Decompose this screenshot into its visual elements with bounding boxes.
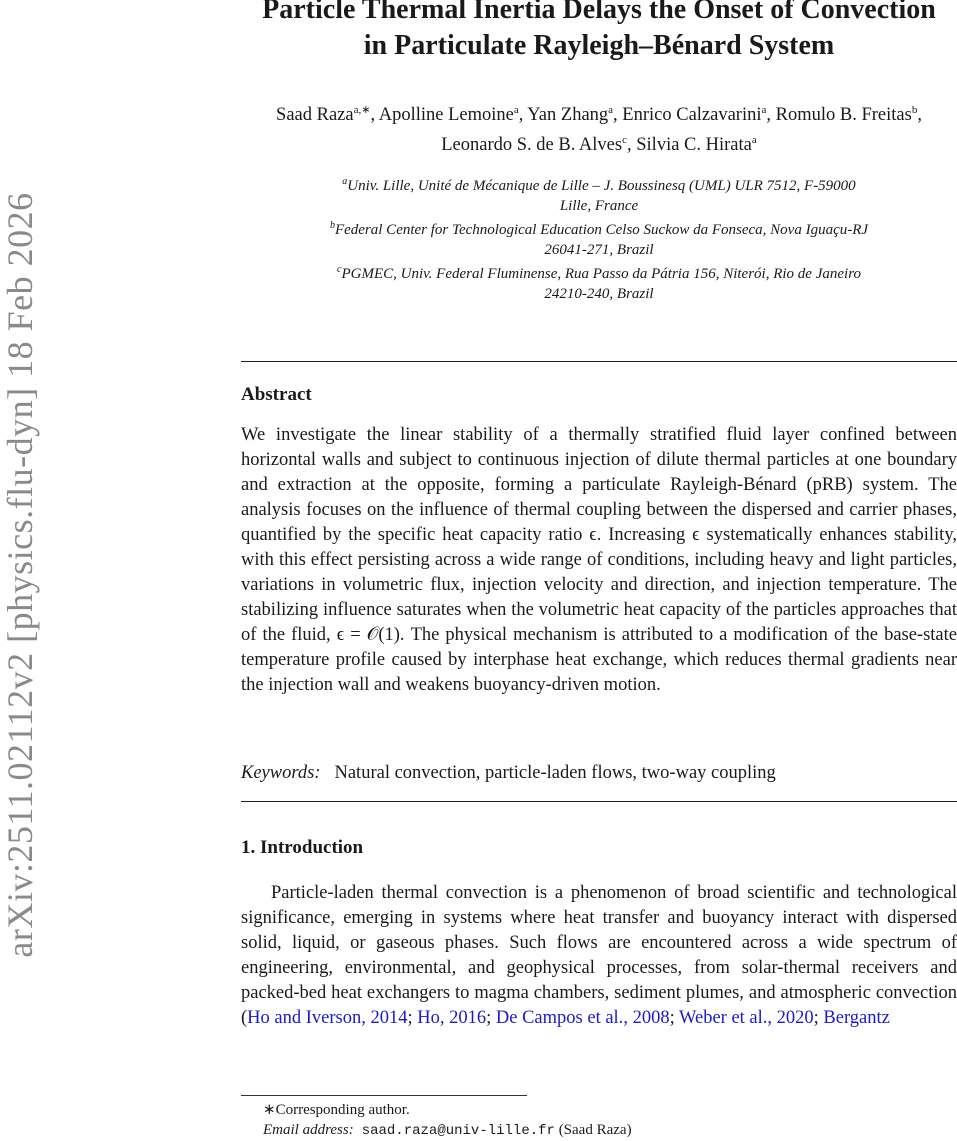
title-line-1: Particle Thermal Inertia Delays the Onset of Convection — [262, 0, 936, 25]
affiliation-b: $^b$Federal Center for Technological Education Celso Suckow da Fonseca, Nova Iguaçu-RJ 26041-271, Brazil — [329, 220, 869, 258]
footnote-corresponding: ∗Corresponding author. — [263, 1102, 410, 1118]
citation-link[interactable]: Ho and Iverson, 2014 — [247, 1008, 408, 1028]
paper-title — [241, 0, 957, 64]
footnote-email-line — [263, 1120, 632, 1141]
footnote — [263, 1100, 632, 1141]
citation-link[interactable]: Bergantz — [823, 1008, 890, 1028]
affiliation-a: $^a$Univ. Lille, Unité de Mécanique de Lille – J. Boussinesq (UML) ULR 7512, F-59000 Lille, France — [342, 176, 856, 214]
author: Leonardo S. de B. Alves$^c$, — [441, 134, 637, 156]
abstract-text: We investigate the linear stability of a thermally stratified fluid layer confined between horizontal walls and subject to continuous injection of dilute thermal particles at one boundary and extraction at the opposite, forming a particulate Rayleigh-Bénard (pRB) system. The analysis focuses on the influence of thermal coupling between the dispersed and carrier phases, quantified by the specific heat capacity ratio ϵ. Increasing ϵ systematically enhances stability, with this effect persisting across a wide range of conditions, including heavy and light particles, variations in volumetric flux, injection velocity and direction, and injection temperature. The stabilizing influence saturates when the volumetric heat capacity of the particles approaches that of the fluid, ϵ = 𝒪(1). The physical mechanism is attributed to a modification of the base-state temperature profile caused by interphase heat exchange, which reduces thermal gradients near the injection wall and weakens buoyancy-driven motion. — [241, 425, 957, 695]
author: Silvia C. Hirata$^a$ — [636, 134, 757, 156]
paper-page — [241, 0, 957, 1139]
affiliation-c: $^c$PGMEC, Univ. Federal Fluminense, Rua Passo da Pátria 156, Niterói, Rio de Janeiro 24210-240, Brazil — [337, 264, 861, 302]
title-line-2: in Particulate Rayleigh–Bénard System — [363, 30, 835, 61]
affiliations — [241, 172, 957, 304]
email-name: (Saad Raza) — [558, 1122, 632, 1138]
section-heading-introduction: 1. Introduction — [241, 837, 364, 858]
citation-link[interactable]: Weber et al., 2020 — [679, 1008, 814, 1028]
author: Apolline Lemoine$^a$, — [378, 104, 528, 126]
email-label: Email address: — [263, 1122, 354, 1138]
arxiv-identifier: arXiv:2511.02112v2 [physics.flu-dyn] 18 Feb 2026 — [0, 192, 40, 958]
author: Yan Zhang$^a$, — [527, 104, 623, 126]
author: Romulo B. Freitas$^b$, — [775, 104, 922, 126]
abstract-top-rule — [241, 361, 957, 362]
introduction-paragraph: Particle-laden thermal convection is a phenomenon of broad scientific and technological significance, emerging in systems where heat transfer and buoyancy interact with dispersed solid, liquid, or gaseous phases. Such flows are encountered across a wide spectrum of engineering, environmental, and geophysical processes, from solar-thermal receivers and packed-bed heat exchangers to magma chambers, sediment plumes, and atmospheric convection (Ho and Iverson, 2014; Ho, 2016; De Campos et al., 2008; Weber et al., 2020; Bergantz — [241, 883, 957, 1028]
keywords — [241, 761, 776, 786]
citation-link[interactable]: De Campos et al., 2008 — [495, 1008, 670, 1028]
abstract-heading: Abstract — [241, 384, 312, 405]
author: Saad Raza$^{a,∗}$, — [276, 104, 379, 126]
footnote-rule — [241, 1095, 527, 1096]
keywords-text: Natural convection, particle-laden flows, two-way coupling — [334, 763, 776, 783]
author-list — [241, 98, 957, 158]
keywords-label: Keywords: — [241, 763, 321, 783]
citation-link[interactable]: Ho, 2016 — [417, 1008, 487, 1028]
email-address[interactable]: saad.raza@univ-lille.fr — [361, 1123, 555, 1139]
abstract-bottom-rule — [241, 801, 957, 802]
author: Enrico Calzavarini$^a$, — [622, 104, 776, 126]
